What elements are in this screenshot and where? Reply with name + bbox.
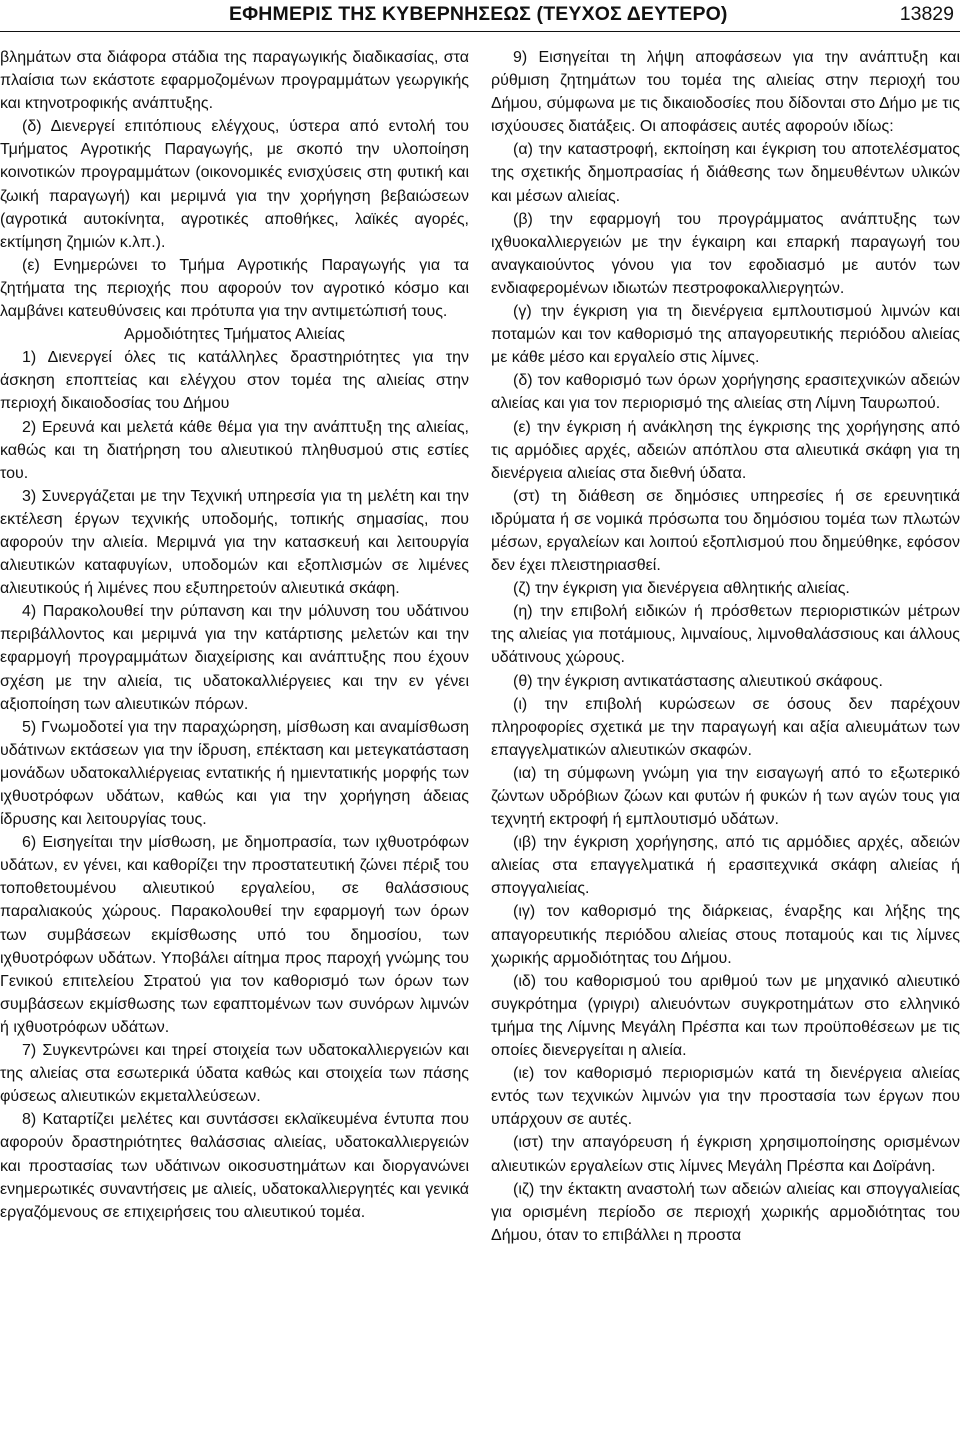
- paragraph-duty-5: 5) Γνωμοδοτεί για την παραχώρηση, μίσθωση και αναμίσθωση υδάτινων εκτάσεων για την ίδρυση, επέκταση και μετεγκατάσταση μονάδων υδατοκαλλιέργειας εντατικής ή ημιεντατικής μορφής των ιχθυοτρόφων υδάτων, καθώς και για την χορήγηση άδειας ίδρυσης και λειτουργίας τους.: [0, 718, 469, 829]
- section-heading-fisheries: Αρμοδιότητες Τμήματος Αλιείας: [124, 326, 345, 344]
- page-number: 13829: [899, 3, 954, 25]
- paragraph-item-id: (ιδ) του καθορισμού του αριθμού των με μηχανικό αλιευτικό συγκρότημα (γριγρι) αλιευόντων συγκροτημάτων στο ελληνικό τμήμα της Λίμνης Μεγάλη Πρέσπα και των προϋποθέσεων με τις οποίες διενεργείται η αλιεία.: [491, 972, 960, 1060]
- paragraph-continuation: βλημάτων στα διάφορα στάδια της παραγωγικής διαδικασίας, στα πλαίσια των εκάστοτε εφαρμοζομένων προγραμμάτων γεωργικής και κτηνοτροφικής ανάπτυξης.: [0, 49, 469, 113]
- paragraph-item-d: (δ) τον καθορισμό των όρων χορήγησης ερασιτεχνικών αδειών αλιείας και για τον περιορισμό της αλιείας στη Λίμνη Ταυρωπού.: [491, 372, 960, 413]
- paragraph-item-th: (θ) την έγκριση αντικατάστασης αλιευτικού σκάφους.: [513, 672, 883, 690]
- paragraph-duty-8: 8) Καταρτίζει μελέτες και συντάσσει εκλαϊκευμένα έντυπα που αφορούν δραστηριότητες θαλάσσιας αλιείας, υδατοκαλλιεργειών και προστασίας των υδάτινων οικοσυστημάτων και διοργανώνει ενημερωτικές συναντήσεις με αλιείς, υδατοκαλλιεργητές και γενικά εργαζόμενους σε επιχειρήσεις του αλιευτικού τομέα.: [0, 1111, 469, 1221]
- paragraph-item-b: (β) την εφαρμογή του προγράμματος ανάπτυξης των ιχθυοκαλλιεργειών με την έγκαιρη και επαρκή παραγωγή του αναγκαιούντος γόνου για τον εφοδιασμό με αυτόν των ενδιαφερομένων ιδιωτών πεστροφοκαλλιεργητών.: [491, 210, 960, 297]
- paragraph-item-z: (ζ) την έγκριση για διενέργεια αθλητικής αλιείας.: [513, 580, 850, 598]
- paragraph-duty-2: 2) Ερευνά και μελετά κάθε θέμα για την ανάπτυξη της αλιείας, καθώς και τη διατήρηση του αλιευτικού πληθυσμού στις εστίες του.: [0, 418, 469, 482]
- right-column: [491, 46, 960, 1247]
- paragraph-duty-3: 3) Συνεργάζεται με την Τεχνική υπηρεσία για τη μελέτη και την εκτέλεση έργων τεχνικής υποδομής, τοπικής σημασίας, που αφορούν την αλιεία. Μεριμνά για την κατασκευή και λειτουργία αλιευτικών καταφυγίων, υποδομών και εξοπλισμών σε λιμένες αλιευτικούς ή λιμένες που εξυπηρετούν αλιευτικά σκάφη.: [0, 487, 469, 598]
- paragraph-duty-9: 9) Εισηγείται τη λήψη αποφάσεων για την ανάπτυξη και ρύθμιση ζητημάτων του τομέα της αλιείας στην περιοχή του Δήμου, σύμφωνα με τις δικαιοδοσίες που δίδονται στο Δήμο με τις ισχύουσες διατάξεις. Οι αποφάσεις αυτές αφορούν ιδίως:: [491, 49, 960, 136]
- paragraph-duty-7: 7) Συγκεντρώνει και τηρεί στοιχεία των υδατοκαλλιεργειών και της αλιείας στα εσωτερικά ύδατα καθώς και στοιχεία των πάσης φύσεως αλιευτικών εκμεταλλεύσεων.: [0, 1042, 469, 1106]
- paragraph-duty-6: 6) Εισηγείται την μίσθωση, με δημοπρασία, των ιχθυοτρόφων υδάτων, εν γένει, και καθορίζει την προστατευτική ζώνει πέριξ του τοποθετουμένου αλιευτικού εργαλείου, σε θαλάσσιους παραλιακούς χώρους. Παρακολουθεί την εφαρμογή των όρων των συμβάσεων εκμίσθωσης υπό του δημοσίου, των ιχθυοτρόφων υδάτων. Υποβάλει αίτημα προς παροχή γνώμης του Γενικού επιτελείου Στρατού για τον καθορισμό των όρων των συμβάσεων εκμίσθωσης των εφαπτομένων των συνόρων λιμνών ή ιχθυοτρόφων υδάτων.: [0, 834, 469, 1036]
- paragraph-item-a: (α) την καταστροφή, εκποίηση και έγκριση του αποτελέσματος της σχετικής δημοπρασίας ή διάθεσης των δημευθέντων υλικών και μέσων αλιείας.: [491, 141, 960, 205]
- left-column: [0, 46, 469, 1224]
- paragraph-item-i: (η) την επιβολή ειδικών ή πρόσθετων περιοριστικών μέτρων της αλιείας για ποτάμιους, λιμναίους, λιμνοθαλάσσιους και άλλους υδάτινους χώρους.: [491, 603, 960, 667]
- header-divider: [0, 31, 960, 32]
- page-header: [0, 0, 960, 34]
- paragraph-item-e: (ε) την έγκριση ή ανάκληση της έγκρισης της χορήγησης από τις αρμόδιες αρχές, αδειών απόπλου στα αλιευτικά σκάφη για τη διενέργεια αλιείας στα διεθνή ύδατα.: [491, 418, 960, 482]
- paragraph-item-iota: (ι) την επιβολή κυρώσεων σε όσους δεν παρέχουν πληροφορίες σχετικά με την παραγωγή και αξία αλιευμάτων των επαγγελματικών αλιευτικών σκαφών.: [491, 695, 960, 759]
- paragraph-item-ib: (ιβ) την έγκριση χορήγησης, από τις αρμόδιες αρχές, αδειών αλιείας στα επαγγελματικά ή ερασιτεχνικά σκάφη αλιείας ή σπογγαλιείας.: [491, 834, 960, 898]
- gazette-title: ΕΦΗΜΕΡΙΣ ΤΗΣ ΚΥΒΕΡΝΗΣΕΩΣ (ΤΕΥΧΟΣ ΔΕΥΤΕΡΟ): [229, 3, 728, 25]
- paragraph-item-st: (στ) τη διάθεση σε δημόσιες υπηρεσίες ή σε ερευνητικά ιδρύματα ή σε νομικά πρόσωπα του δημόσιου τομέα των πλωτών μέσων, εργαλείων και λοιπού εξοπλισμού που δημεύθηκε, εφόσον δεν έχει πλειστηριασθεί.: [491, 487, 960, 575]
- paragraph-item-e: (ε) Ενημερώνει το Τμήμα Αγροτικής Παραγωγής για τα ζητήματα της περιοχής που αφορούν τον αγροτικό κόσμο και λαμβάνει κατευθύνσεις και πρότυπα για την αντιμετώπισή τους.: [0, 256, 469, 321]
- paragraph-duty-4: 4) Παρακολουθεί την ρύπανση και την μόλυνση του υδάτινου περιβάλλοντος και μεριμνά για την κατάρτισης μελετών και την εφαρμογή προγραμμάτων διαχείρισης και ανάπτυξης που έχουν σχέση με την αλιεία, τις υδατοκαλλιέργειες και την εν γένει αξιοποίηση των αλιευτικών πόρων.: [0, 603, 469, 713]
- paragraph-item-ia: (ια) τη σύμφωνη γνώμη για την εισαγωγή από το εξωτερικό ζώντων υδρόβιων ζώων και φυτών ή φυκών ή των αγών τους για τεχνητή εκτροφή ή εμπλουτισμό υδάτων.: [491, 764, 960, 829]
- paragraph-duty-1: 1) Διενεργεί όλες τις κατάλληλες δραστηριότητες για την άσκηση εποπτείας και ελέγχου στον τομέα της αλιείας στην περιοχή δικαιοδοσίας του Δήμου: [0, 349, 469, 413]
- paragraph-item-ist: (ιστ) την απαγόρευση ή έγκριση χρησιμοποίησης ορισμένων αλιευτικών εργαλείων στις λίμνες Μεγάλη Πρέσπα και Δοϊράνη.: [491, 1134, 960, 1175]
- paragraph-item-c: (γ) την έγκριση για τη διενέργεια εμπλουτισμού λιμνών και ποταμών και τον καθορισμό της απαγορευτικής περιόδου αλιείας με κάθε μέσο και εργαλείο στις λίμνες.: [491, 303, 960, 367]
- paragraph-item-ie: (ιε) τον καθορισμό περιορισμών κατά τη διενέργεια αλιείας εντός των τεχνικών λιμνών για την προστασία των έργων που υπάρχουν σε αυτές.: [491, 1065, 960, 1129]
- paragraph-item-d: (δ) Διενεργεί επιτόπιους ελέγχους, ύστερα από εντολή του Τμήματος Αγροτικής Παραγωγής, με σκοπό την υλοποίηση κοινοτικών προγραμμάτων (οικονομικές ενισχύσεις στη φυτική και ζωική παραγωγή) και μεριμνά για την χορήγηση βεβαιώσεων (αγροτικά αυτοκίνητα, αγροτικές αποθήκες, λαϊκές αγορές, εκτίμηση ζημιών κ.λπ.).: [0, 118, 469, 251]
- paragraph-item-ig: (ιγ) τον καθορισμό της διάρκειας, έναρξης και λήξης της απαγορευτικής περιόδου αλιείας στους ποταμούς και τις λίμνες χωρικής αρμοδιότητας του Δήμου.: [491, 903, 960, 967]
- paragraph-item-iz: (ιζ) την έκτακτη αναστολή των αδειών αλιείας και σπογγαλιείας για ορισμένη περίοδο σε περιοχή χωρικής αρμοδιότητας του Δήμου, όταν το επιβάλλει η προστα: [491, 1180, 960, 1244]
